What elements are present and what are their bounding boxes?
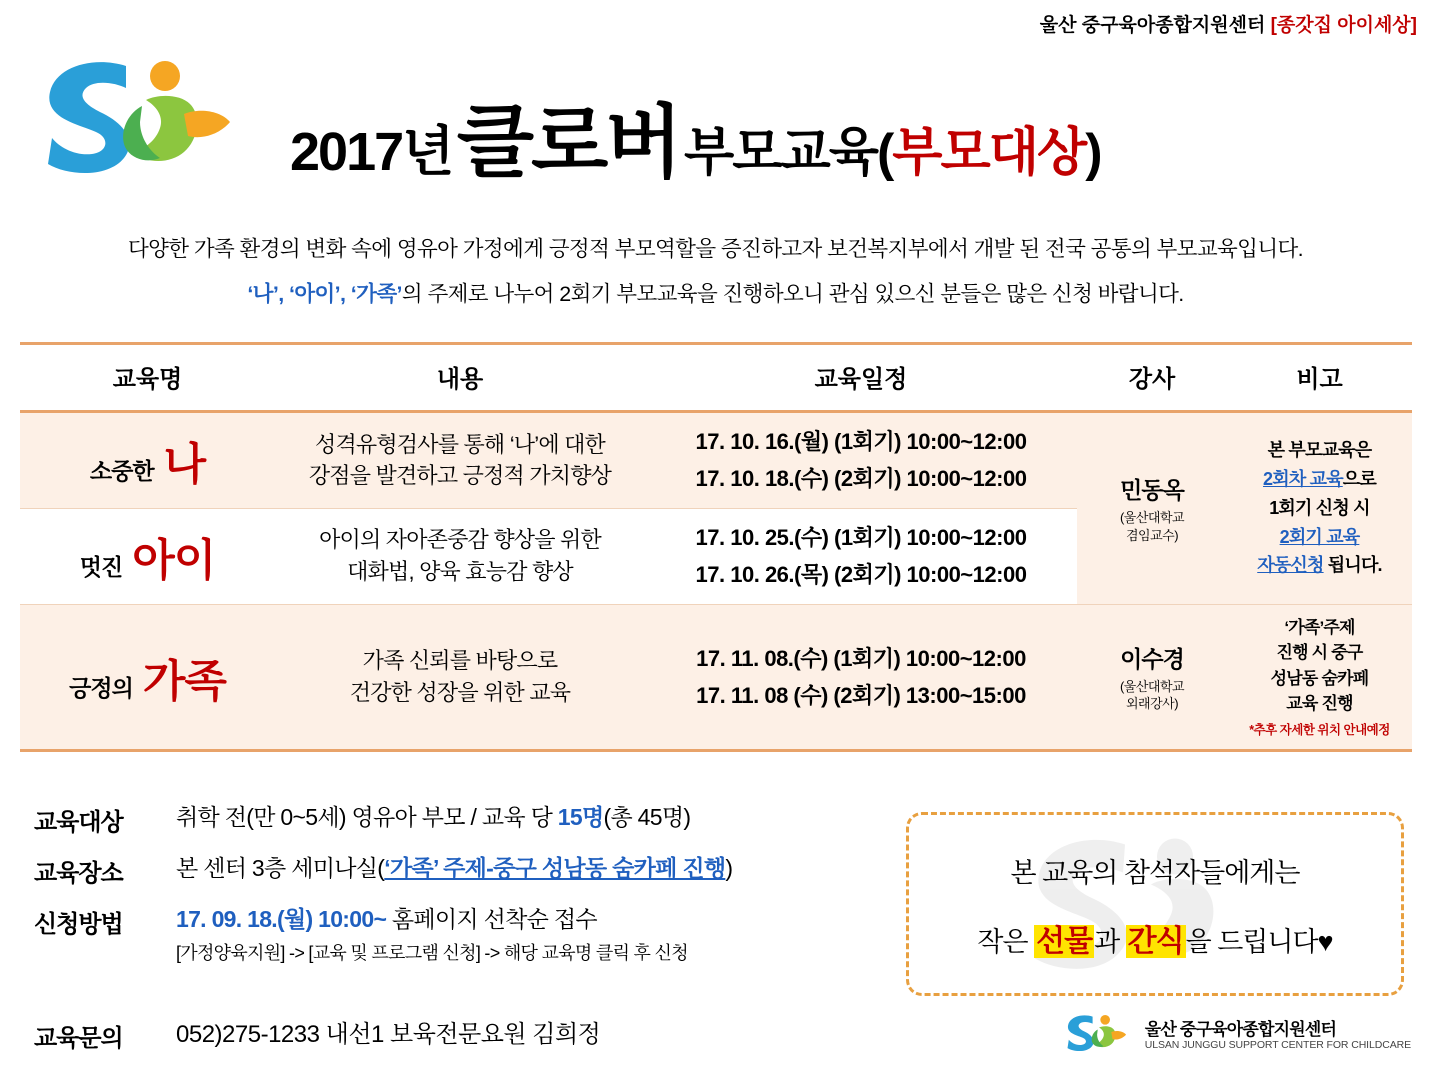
header-content: 내용 xyxy=(275,344,645,412)
title-subject: 부모교육( xyxy=(684,124,893,182)
title-target: 부모대상 xyxy=(892,124,1086,182)
course-date-line-2: 17. 10. 26.(목) (2회기) 10:00~12:00 xyxy=(695,562,1027,588)
note-line-4 xyxy=(1231,523,1408,552)
note-link-2nd-course: 2회차 교육 xyxy=(1263,469,1343,490)
note-link-auto-apply: 자동신청 xyxy=(1257,555,1324,576)
course-desc-cell xyxy=(275,508,645,604)
center-brand-text: [종갓집 아이세상] xyxy=(1270,15,1417,36)
course-date-cell xyxy=(645,508,1077,604)
title-year: 2017년 xyxy=(290,122,453,182)
info-label-apply: 신청방법 xyxy=(34,911,123,938)
clover-logo-small-icon xyxy=(1063,1011,1137,1060)
note-line-2 xyxy=(1231,465,1408,494)
schedule-table xyxy=(20,342,1412,752)
course-date-cell xyxy=(645,412,1077,509)
note-line-3: 1회기 신청 시 xyxy=(1269,497,1370,518)
info-row-target xyxy=(34,802,914,837)
gift-highlight-present: 선물 xyxy=(1036,925,1093,958)
header-note: 비고 xyxy=(1227,344,1412,412)
course-desc-line-2: 대화법, 양육 효능감 향상 xyxy=(347,559,573,585)
footer-logo-en: ULSAN JUNGGU SUPPORT CENTER FOR CHILDCARE xyxy=(1144,1039,1411,1052)
course-prefix: 소중한 xyxy=(89,458,154,485)
course-name-cell xyxy=(20,412,275,509)
course-desc-line-2: 건강한 성장을 위한 교육 xyxy=(349,679,571,705)
course-date-line-2: 17. 10. 18.(수) (2회기) 10:00~12:00 xyxy=(695,466,1027,492)
footer-logo xyxy=(1063,1011,1411,1060)
note-cell-general xyxy=(1227,412,1412,605)
header-schedule: 교육일정 xyxy=(645,344,1077,412)
info-row-apply xyxy=(34,904,914,965)
info-block xyxy=(34,802,914,981)
intro-line-2 xyxy=(0,277,1431,308)
note-link-2nd-session: 2회기 교육 xyxy=(1279,526,1360,547)
instructor-affiliation-line-2: 겸임교수) xyxy=(1125,527,1179,543)
info-place-highlight: ‘가족’ 주제-중구 성남동 숨카페 진행 xyxy=(384,855,726,881)
info-label-target: 교육대상 xyxy=(34,809,123,836)
course-desc-line-1: 가족 신뢰를 바탕으로 xyxy=(362,648,558,674)
course-desc-line-1: 아이의 자아존중감 향상을 위한 xyxy=(319,527,601,553)
info-place-text-2: ) xyxy=(725,855,733,881)
course-date-line-1: 17. 11. 08.(수) (1회기) 10:00~12:00 xyxy=(696,645,1026,671)
instructor-affiliation-line-1: (울산대학교 xyxy=(1119,510,1185,526)
note-line-2-rest: 으로 xyxy=(1342,469,1376,490)
instructor-cell xyxy=(1077,604,1227,751)
course-prefix: 멋진 xyxy=(79,554,123,581)
schedule-table-wrap xyxy=(20,342,1412,752)
info-apply-open-time: 17. 09. 18.(월) 10:00~ xyxy=(176,906,387,932)
gift-text-mid: 과 xyxy=(1094,927,1126,957)
info-value-place xyxy=(176,853,732,884)
footer-logo-text xyxy=(1145,1020,1411,1052)
info-place-text-1: 본 센터 3층 세미나실( xyxy=(176,855,385,881)
table-row xyxy=(20,412,1412,509)
gift-line-2 xyxy=(909,916,1401,960)
course-desc-cell xyxy=(275,604,645,751)
note-loc-line-2: 진행 시 중구 xyxy=(1276,643,1363,663)
info-target-count: 15명 xyxy=(557,804,604,830)
instructor-affiliation xyxy=(1081,678,1223,713)
instructor-name: 민동옥 xyxy=(1120,477,1184,504)
course-date-line-2: 17. 11. 08 (수) (2회기) 13:00~15:00 xyxy=(696,682,1026,708)
course-date-line-1: 17. 10. 16.(월) (1회기) 10:00~12:00 xyxy=(695,429,1027,454)
course-name-cell xyxy=(20,604,275,751)
course-date-cell xyxy=(645,604,1077,751)
course-desc-line-1: 성격유형검사를 통해 ‘나’에 대한 xyxy=(315,431,605,457)
footer-logo-ko: 울산 중구육아종합지원센터 xyxy=(1144,1019,1337,1039)
header-instructor: 강사 xyxy=(1077,344,1227,412)
intro-topics: ‘나’, ‘아이’, ‘가족’ xyxy=(247,282,402,306)
course-keyword: 가족 xyxy=(142,656,226,706)
clover-logo xyxy=(34,52,264,182)
note-loc-line-3: 성남동 숨카페 xyxy=(1270,668,1369,688)
title-main: 클로버 xyxy=(456,98,680,187)
course-desc-cell xyxy=(275,412,645,509)
info-target-text-1: 취학 전(만 0~5세) 영유아 부모 / 교육 당 xyxy=(176,804,558,830)
note-cell-location xyxy=(1227,604,1412,751)
header-course-name: 교육명 xyxy=(20,344,275,412)
table-row xyxy=(20,604,1412,751)
center-name-text: 울산 중구육아종합지원센터 xyxy=(1039,15,1271,36)
instructor-affiliation xyxy=(1081,509,1223,544)
intro-line-2-rest: 의 주제로 나누어 2회기 부모교육을 진행하오니 관심 있으신 분들은 많은 신청 바랍니다. xyxy=(401,282,1184,306)
info-label-contact: 교육문의 xyxy=(34,1025,123,1052)
instructor-name: 이수경 xyxy=(1120,645,1184,672)
gift-highlight-snack: 간식 xyxy=(1127,925,1184,958)
course-date-line-1: 17. 10. 25.(수) (1회기) 10:00~12:00 xyxy=(695,524,1027,550)
table-header-row xyxy=(20,344,1412,412)
note-loc-line-1: ‘가족’주제 xyxy=(1284,617,1355,637)
info-apply-text: 홈페이지 선착순 접수 xyxy=(386,906,597,932)
info-value-contact: 052)275-1233 내선1 보육전문요원 김희정 xyxy=(176,1021,601,1049)
info-target-text-2: (총 45명) xyxy=(603,804,691,830)
page-title xyxy=(290,78,1101,193)
info-apply-path: [가정양육지원] -> [교육 및 프로그램 신청] -> 해당 교육명 클릭 후 신청 xyxy=(176,943,688,964)
course-name-cell xyxy=(20,508,275,604)
course-keyword: 나 xyxy=(163,440,206,490)
gift-text-pre: 작은 xyxy=(977,927,1035,957)
course-prefix: 긍정의 xyxy=(69,674,133,701)
note-line-5 xyxy=(1231,551,1408,580)
instructor-affiliation-line-1: (울산대학교 xyxy=(1119,678,1185,694)
intro-block xyxy=(0,232,1431,308)
info-row-contact xyxy=(34,1018,600,1053)
instructor-cell xyxy=(1077,412,1227,605)
info-value-target xyxy=(176,802,690,833)
note-loc-line-5: *추후 자세한 위치 안내예정 xyxy=(1249,722,1390,737)
course-desc-line-2: 강점을 발견하고 긍정적 가치향상 xyxy=(308,463,612,489)
title-paren-close: ) xyxy=(1085,124,1101,182)
course-keyword: 아이 xyxy=(132,536,216,586)
info-row-place xyxy=(34,853,914,888)
note-line-5-rest: 됩니다. xyxy=(1323,555,1382,576)
instructor-affiliation-line-2: 외래강사) xyxy=(1125,696,1179,712)
note-loc-line-4: 교육 진행 xyxy=(1286,694,1353,714)
info-label-place: 교육장소 xyxy=(34,860,123,887)
gift-notice-box xyxy=(906,812,1404,996)
intro-line-1: 다양한 가족 환경의 변화 속에 영유아 가정에게 긍정적 부모역할을 증진하고자 보건복지부에서 개발 된 전국 공통의 부모교육입니다. xyxy=(127,237,1304,261)
note-line-1: 본 부모교육은 xyxy=(1267,440,1372,461)
info-value-apply xyxy=(176,904,688,965)
gift-text-post: 을 드립니다♥ xyxy=(1185,927,1333,957)
gift-line-1: 본 교육의 참석자들에게는 xyxy=(1010,858,1300,888)
center-name-header xyxy=(1040,10,1417,37)
